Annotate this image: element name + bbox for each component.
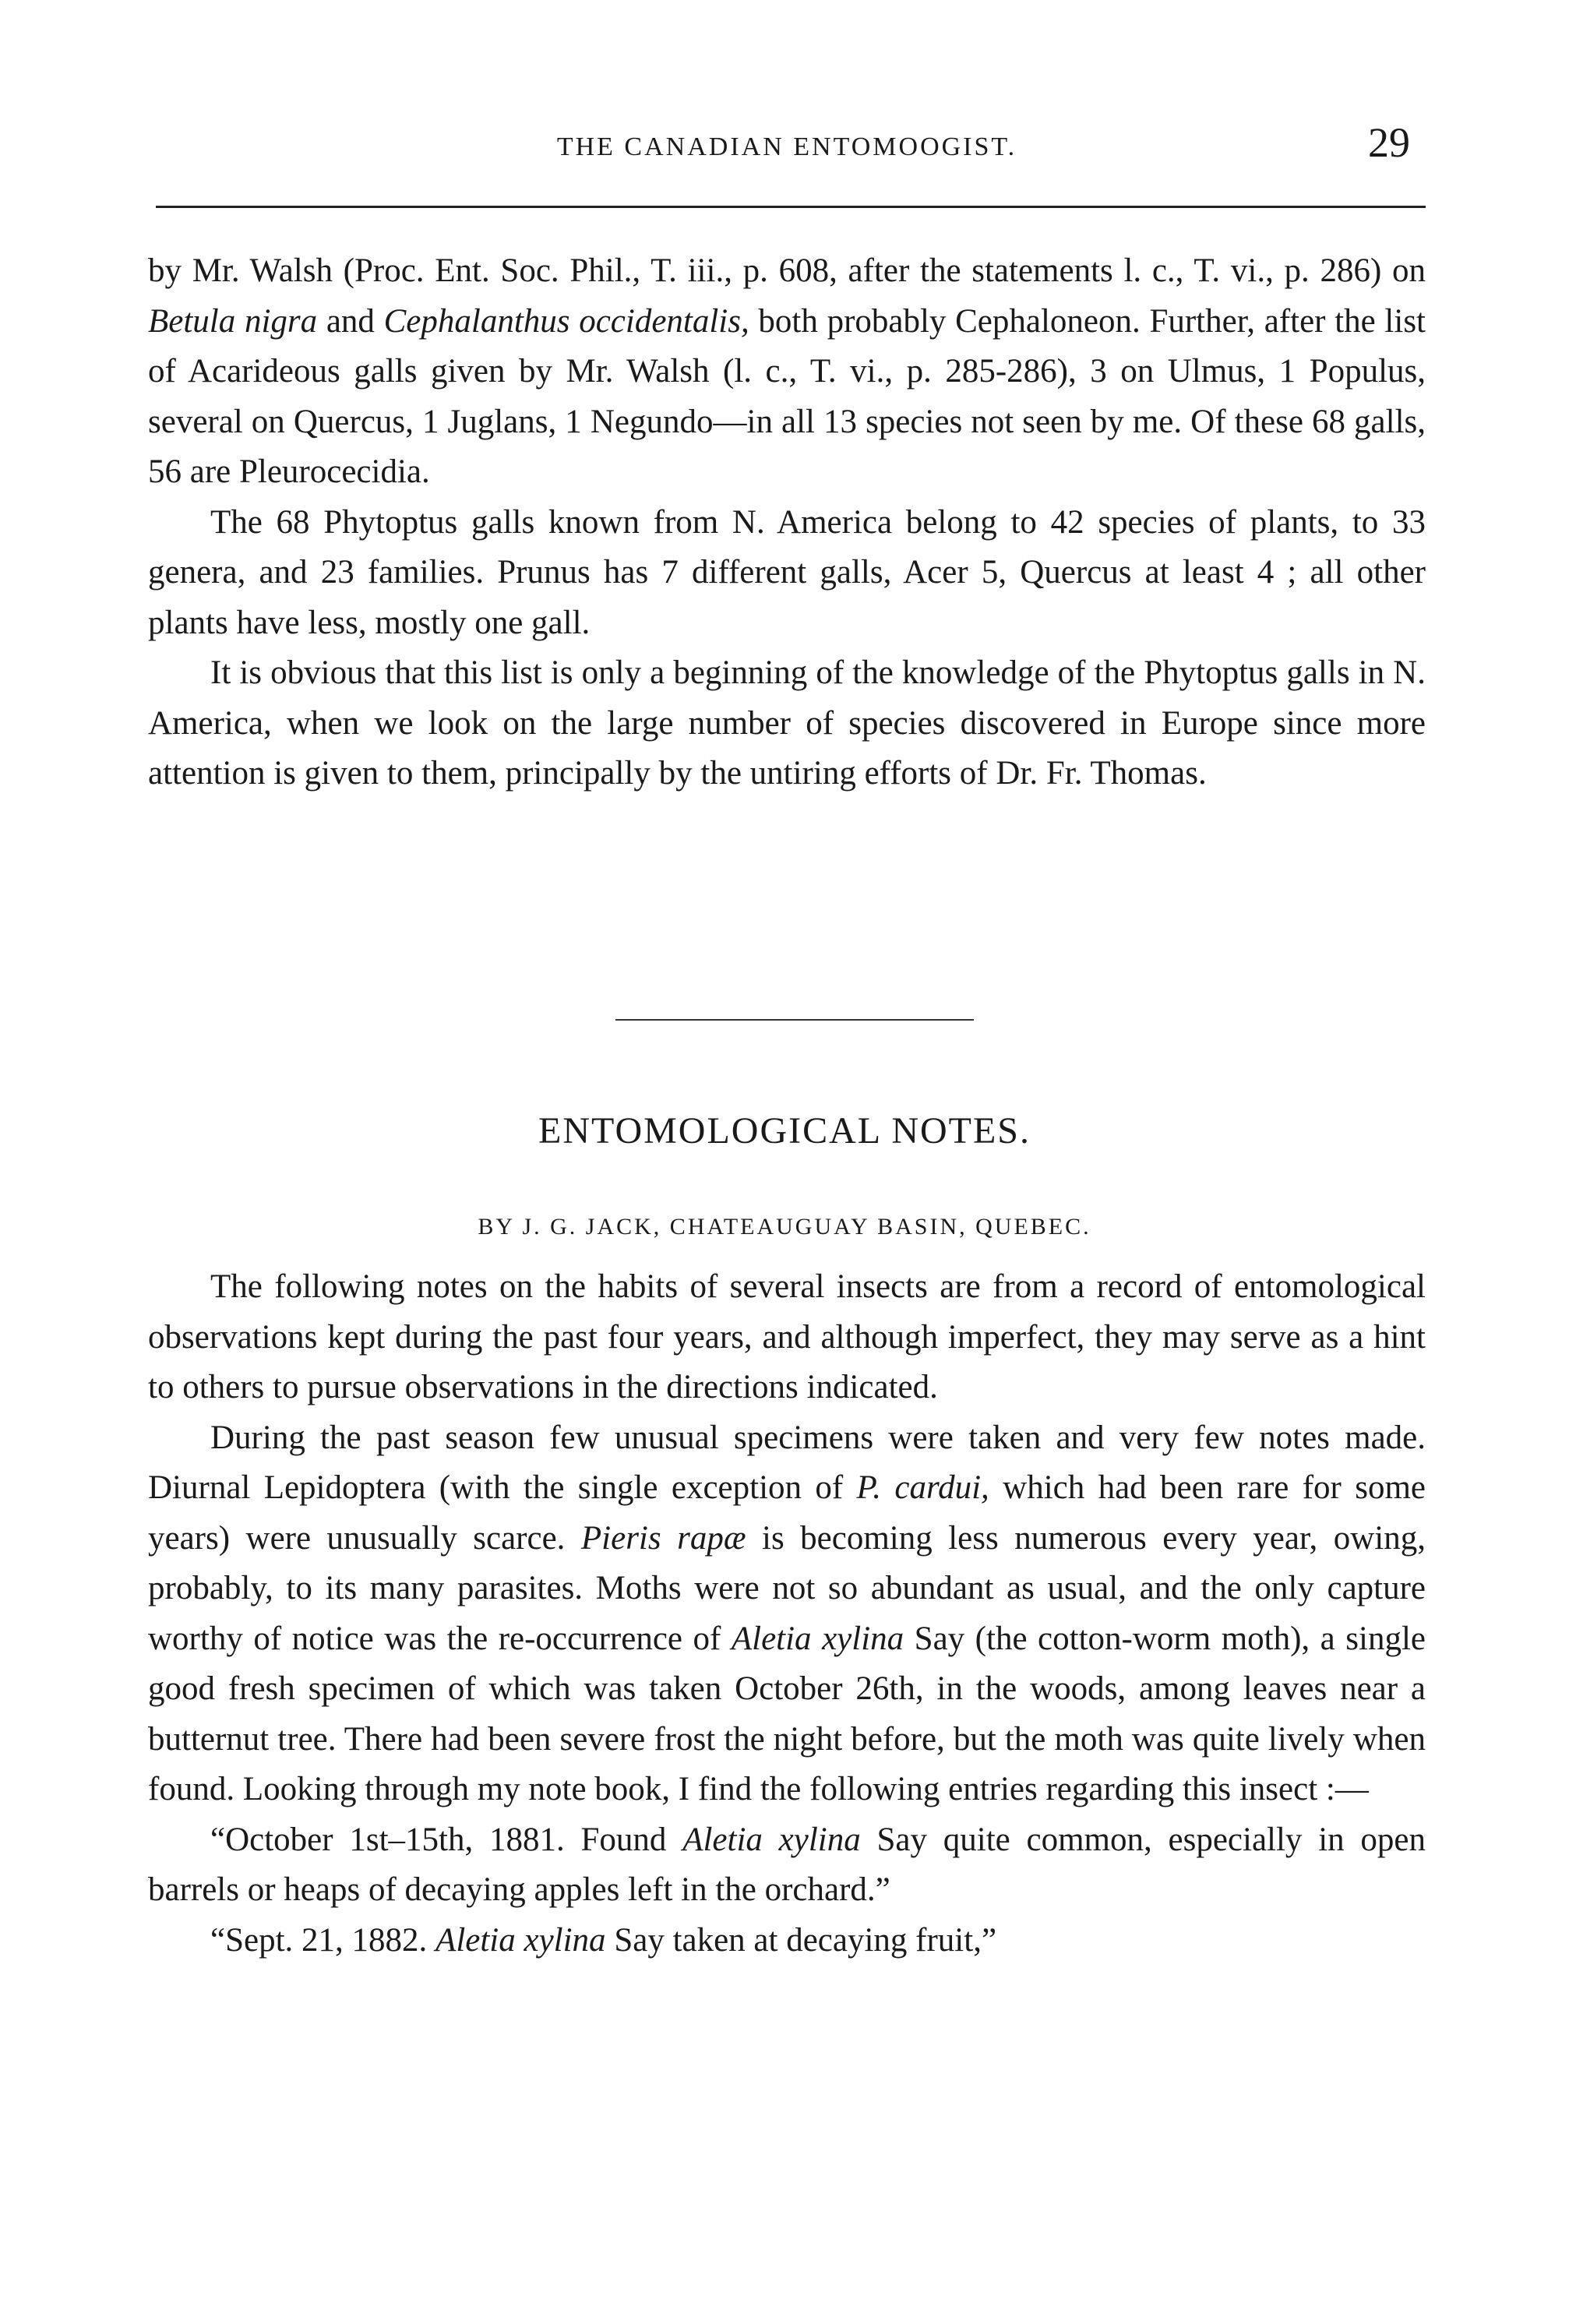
- text-run: Say (the cotton-worm moth), a single good fresh specimen of which was taken October 26th, in the woods, among leaves near a butternut tree. There had been severe frost the night before, but the moth was quite lively when found. Looking through my note book, I find the following entries regarding this insect :—: [148, 1620, 1426, 1807]
- running-title: THE CANADIAN ENTOMOOGIST.: [556, 132, 1017, 161]
- text-run: is becoming less numerous every year, owing, probably, to its many parasites. Moths were not so abundant as usual, and the only capture worthy of notice was the re-occurrence of: [148, 1519, 1426, 1657]
- text-run: The 68 Phytoptus galls known from N. America belong to 42 species of plants, to 33 genera, and 23 families. Prunus has 7 different galls, Acer 5, Quercus at least 4 ; all other plants have less, mostly one gall.: [148, 503, 1426, 641]
- text-run: both probably Cephaloneon. Further, after the list of Acarideous galls given by Mr. Walsh (l. c., T. vi., p. 285-286), 3 on Ulmus, 1 Populus, several on Quercus, 1 Juglans, 1 Negundo—in all 13 species not seen by me. Of these 68 galls, 56 are Pleurocecidia.: [148, 302, 1426, 490]
- page-number: 29: [1368, 119, 1410, 166]
- article-title: ENTOMOLOGICAL NOTES.: [538, 1110, 1031, 1151]
- header-rule: [156, 206, 1426, 208]
- paragraph: [148, 1262, 1426, 1413]
- text-run: The following notes on the habits of several insects are from a record of entomological observations kept during the past four years, and although imperfect, they may serve as a hint to others to pursue observations in the directions indicated.: [148, 1268, 1426, 1405]
- text-run: “October 1st–15th, 1881. Found: [210, 1821, 683, 1858]
- paragraph: [148, 1815, 1426, 1916]
- text-run: and: [317, 302, 384, 340]
- text-run: Say quite common, especially in open barrels or heaps of decaying apples left in the orchard.”: [148, 1821, 1426, 1908]
- paragraph: [148, 648, 1426, 799]
- italic-taxon-name: Aletia xylina: [435, 1921, 606, 1959]
- text-run: “Sept. 21, 1882.: [210, 1921, 436, 1959]
- italic-taxon-name: Pieris rapæ: [580, 1519, 746, 1557]
- paragraph: [148, 1916, 1426, 1966]
- italic-taxon-name: Cephalanthus occidentalis,: [383, 302, 749, 340]
- continued-text-block: [148, 246, 1426, 799]
- italic-taxon-name: Aletia xylina: [682, 1821, 861, 1858]
- section-divider: [615, 1019, 974, 1021]
- paragraph: [148, 246, 1426, 498]
- italic-taxon-name: Betula nigra: [148, 302, 318, 340]
- text-run: by Mr. Walsh (Proc. Ent. Soc. Phil., T. iii., p. 608, after the statements l. c., T. vi., p. 286) on: [148, 252, 1426, 289]
- text-run: which had been rare for some years) were unusually scarce.: [148, 1469, 1426, 1557]
- text-run: During the past season few unusual specimens were taken and very few notes made. Diurnal Lepidoptera (with the single exception of: [148, 1419, 1426, 1506]
- running-head: [148, 119, 1426, 171]
- paragraph: [148, 498, 1426, 649]
- article-text-block: [148, 1262, 1426, 1966]
- paragraph: [148, 1413, 1426, 1815]
- text-run: It is obvious that this list is only a beginning of the knowledge of the Phytoptus galls in N. America, when we look on the large number of species discovered in Europe since more attention is given to them, principally by the untiring efforts of Dr. Fr. Thomas.: [148, 654, 1426, 792]
- italic-taxon-name: P. cardui,: [856, 1469, 989, 1506]
- article-byline: BY J. G. JACK, CHATEAUGUAY BASIN, QUEBEC.: [478, 1214, 1091, 1240]
- text-run: Say taken at decaying fruit,”: [605, 1921, 997, 1959]
- italic-taxon-name: Aletia xylina: [731, 1620, 904, 1657]
